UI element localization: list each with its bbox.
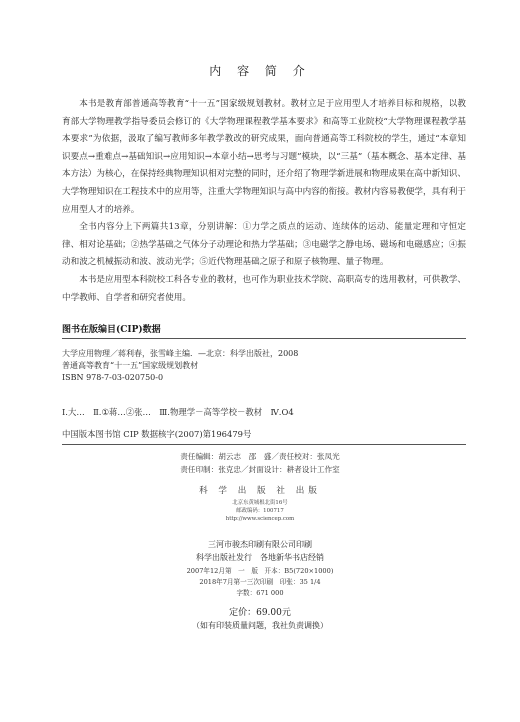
cip-heading: 图书在版编目(CIP)数据 <box>62 325 161 335</box>
edition-line: 2018年7月第一三次印刷 印张：35 1/4 <box>199 578 321 586</box>
edition-line: 2007年12月第 一 版 开本：B5(720×1000) <box>186 567 334 575</box>
cip-record-number: 中国版本图书馆 CIP 数据核字(2007)第196479号 <box>62 429 252 439</box>
publisher-website: http://www.sciencep.com <box>225 516 295 522</box>
summary-paragraph: 全书内容分上下两篇共13章，分别讲解：①力学之质点的运动、连续体的运动、能量定理和守恒定律、相对论基础；②热学基础之气体分子动理论和热力学基础；③电磁学之静电场、磁场和电磁感应；④振动和波之机械振动和波、波动光学；⑤近代物理基础之原子和原子核物理、量子物理。 <box>62 222 466 268</box>
cip-classification: Ⅰ.大… Ⅱ.①蒋…②张… Ⅲ.物理学－高等学校－教材 Ⅳ.O4 <box>62 407 294 417</box>
summary-paragraph: 本书是教育部普通高等教育“十一五”国家级规划教材。教材立足于应用型人才培养目标和规格，以教育部大学物理教学指导委员会修订的《大学物理课程教学基本要求》和高等工业院校“大学物理课程教学基本要求”为依据，汲取了编写教师多年教学教改的研究成果，面向普通高等工科院校的学生，通过“本章知识要点→重难点→基础知识→应用知识→本章小结→思考与习题”模块，以“三基”（基本概念、基本定律、基本方法）为核心，在保持经典物理知识相对完整的同时，还介绍了物理学新进展和物理成果在高中新知识、大学物理知识在工程技术中的应用等，注重大学物理知识与高中内容的衔接。教材内容易教便学，具有利于应用型人才的培养。 <box>62 99 466 215</box>
staff-line: 责任印制：张克忠／封面设计：耕者设计工作室 <box>180 465 340 474</box>
editorial-staff <box>0 450 520 476</box>
publisher-address: 北京东黄城根北街16号 <box>232 500 288 506</box>
divider <box>62 338 466 339</box>
cip-data <box>62 348 298 384</box>
distributor-line: 科学出版社发行 各地新华书店经销 <box>196 553 324 562</box>
quality-notice: （如有印装质量问题，我社负责调换） <box>192 621 328 630</box>
staff-line: 责任编辑：胡云志 邵 盛／责任校对：张凤光 <box>180 452 340 461</box>
publisher-block <box>0 484 520 523</box>
cip-line: 大学应用物理／蒋利春，张雪峰主编．—北京：科学出版社，2008 <box>62 349 299 358</box>
printer-line: 三河市骏杰印刷有限公司印刷 <box>208 540 312 549</box>
publisher-postcode: 邮政编码：100717 <box>236 508 284 514</box>
summary-title: 内 容 简 介 <box>209 64 311 78</box>
cip-line: ISBN 978-7-03-020750-0 <box>62 373 164 382</box>
price: 定价：69.00元 <box>229 608 291 618</box>
edition-line: 字数：671 000 <box>236 589 284 597</box>
publisher-name: 科 学 出 版 社 出版 <box>199 486 321 496</box>
cip-line: 普通高等教育“十一五”国家级规划教材 <box>62 361 199 370</box>
edition-info <box>0 566 520 599</box>
divider <box>62 444 466 445</box>
printer-block <box>0 538 520 564</box>
summary-paragraph: 本书是应用型本科院校工科各专业的教材，也可作为职业技术学院、高职高专的选用教材，可供教学、中学教师、自学者和研究者使用。 <box>62 274 466 303</box>
summary-body <box>62 96 466 307</box>
